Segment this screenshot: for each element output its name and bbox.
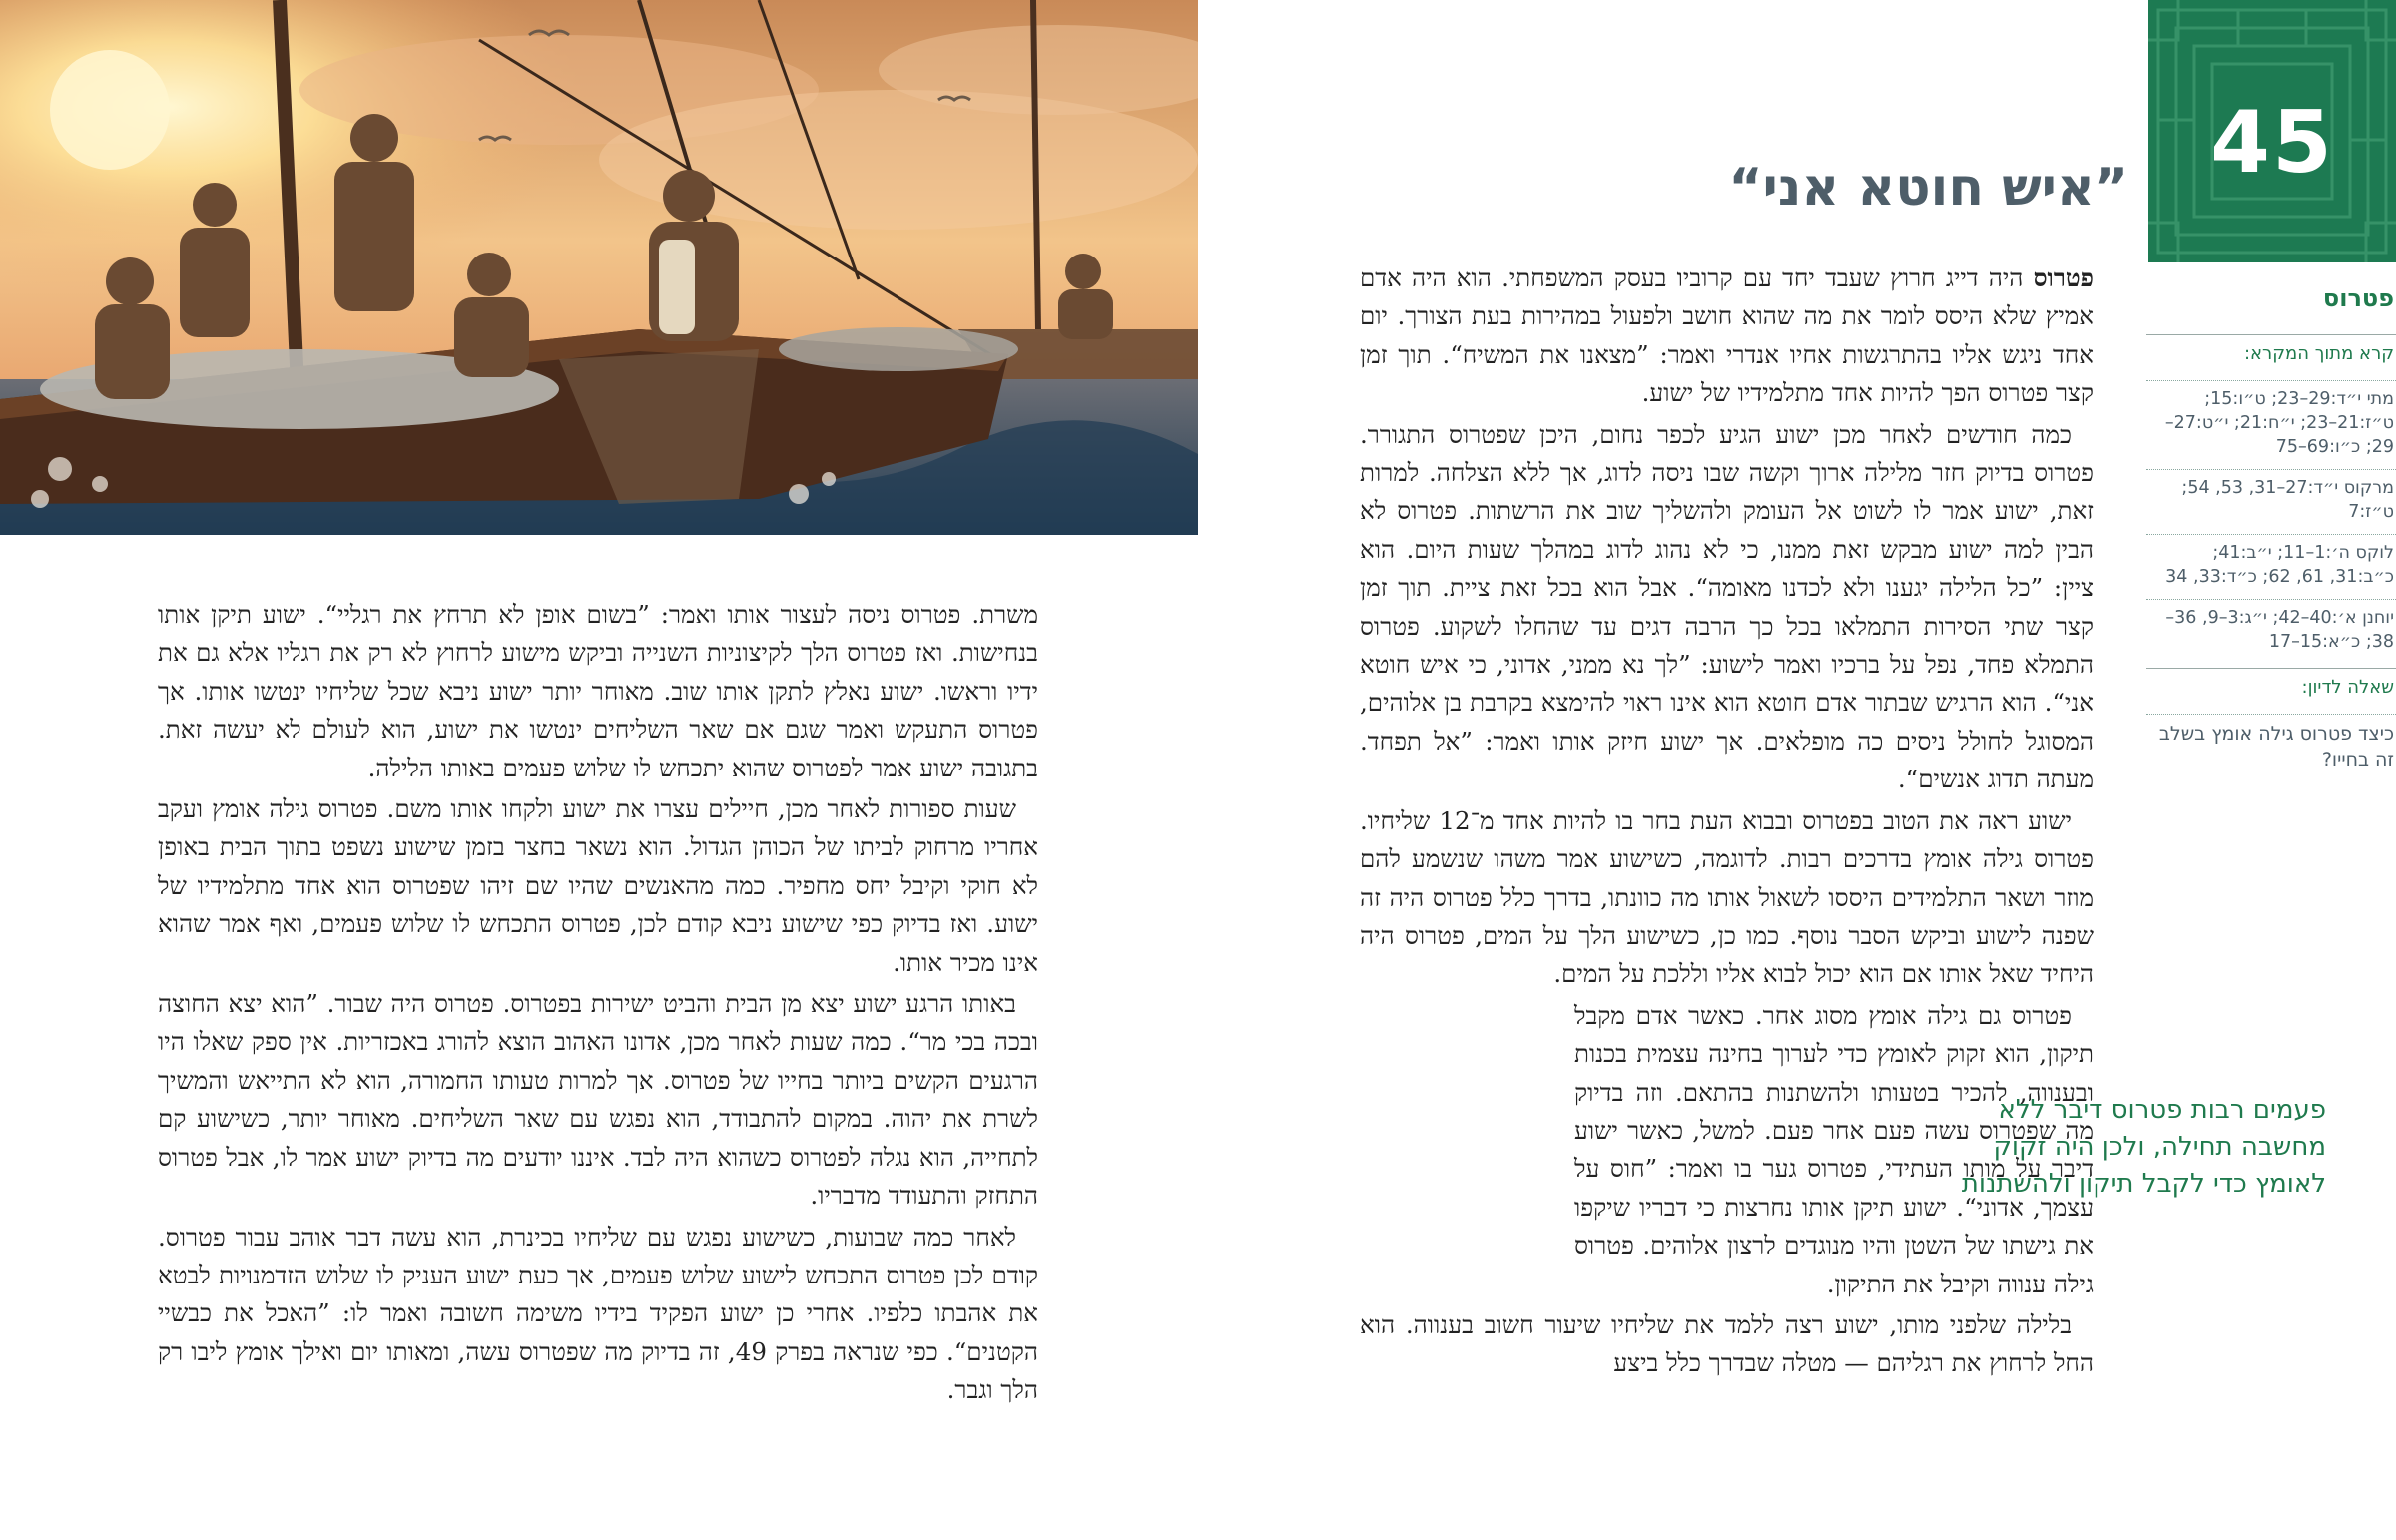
left-page-text <box>158 596 1038 1413</box>
discussion-question: כיצד פטרוס גילה אומץ בשלב זה בחייו? <box>2158 723 2394 770</box>
lead-word: פטרוס <box>2033 263 2094 292</box>
main-paragraph-4: פטרוס גם גילה אומץ מסוג אחר. כאשר אדם מקבל תיקון, הוא זקוק לאומץ כדי לערוך בחינה עצמית בכנות ובענווה, להכיר בטעותו ולהשתנות בהתאם. וזה בדיוק מה שפטרוס עשה פעם אחר פעם. למשל, כאשר ישוע דיבר על מותו העתידי, פטרוס גער בו ואמר: ”חוס על עצמך, אדוני“. ישוע תיקן אותו נחרצות כי דבריו שיקפו את גישתו של השטן והיו מנוגדים לרצון אלוהים. פטרוס גילה ענווה וקיבל את התיקון. <box>1574 1000 2094 1298</box>
read-from-bible-label: קרא מתוך המקרא: <box>2243 343 2394 364</box>
sidebar-divider <box>2146 668 2396 669</box>
sidebar-divider <box>2146 469 2396 470</box>
left-paragraph-3: באותו הרגע ישוע יצא מן הבית והביט ישירות בפטרוס. פטרוס היה שבור. ”הוא יצא החוצה ובכה בכי מר“. כמה שעות לאחר מכן, אדונו האהוב הוצא להורג באכזריות. אין ספק שאלו היו הרגעים הקשים ביותר בחייו של פטרוס. אך למרות טעותו החמורה, הוא לא התייאש והמשיך לשרת את יהוה. במקום להתבודד, הוא נפגש עם שאר השליחים. מאוחר יותר, כשישוע קם לתחייה, הוא נגלה לפטרוס כשהוא היה לבד. איננו יודעים מה בדיוק ישוע אמר לו, אבל פטרוס התחזק והתעודד מדבריו. <box>158 989 1038 1211</box>
pull-quote: פעמים רבות פטרוס דיבר ללא מחשבה תחילה, ולכן היה זקוק לאומץ כדי לקבל תיקון ולהשתנות <box>1961 1095 2326 1199</box>
sidebar-divider <box>2146 380 2396 381</box>
sidebar-divider <box>2146 534 2396 535</box>
main-paragraph-2: כמה חודשים לאחר מכן ישוע הגיע לכפר נחום, היכן שפטרוס התגורר. פטרוס בדיוק חזר מלילה ארוך וקשה שבו ניסה לדוג, אך ללא הצלחה. למרות זאת, ישוע אמר לו לשוט אל העומק ולהשליך שוב את הרשתות. פטרוס לא הבין למה ישוע מבקש זאת ממנו, כי לא נהוג לדוג במהלך שעות היום. הוא ציין: ”כל הלילה יגענו ולא לכדנו מאומה“. אבל הוא בכל זאת ציית. תוך זמן קצר שתי הסירות התמלאו בכל כך הרבה דגים עד שהחלו לשקוע. פטרוס התמלא פחד, נפל על ברכיו ואמר לישוע: ”לך נא ממני, אדוני, כי איש חוטא אני“. הוא הרגיש שבתור אדם חוטא הוא אינו ראוי להימצא בקרבת בן אלוהים, המסוגל לחולל ניסים כה מופלאים. אך ישוע חיזק אותו ואמר: ”אל תפחד. מעתה תדוג אנשים“. <box>1360 419 2094 794</box>
sidebar-divider <box>2146 714 2396 715</box>
main-paragraph-1 <box>1360 259 2094 413</box>
scripture-reference-luke[interactable]: לוקס ה׳:1–11; י״ב:41; כ״ב:31, 61, 62; כ״ד:33, 34 <box>2165 543 2394 587</box>
fishing-boat-illustration <box>0 0 1198 535</box>
scripture-reference-john[interactable]: יוחנן א׳:40–42; י״ג:3–9, 36–38; כ״א:15–17 <box>2165 608 2394 652</box>
scripture-reference-mark[interactable]: מרקוס י״ד:27–31, 53, 54; ט״ז:7 <box>2181 478 2394 522</box>
main-paragraph-5: בלילה שלפני מותו, ישוע רצה ללמד את שליחיו שיעור חשוב בענווה. הוא החל לרחוץ את רגליהם — מטלה שבדרך כלל ביצע <box>1360 1309 2094 1378</box>
left-paragraph-4: לאחר כמה שבועות, כשישוע נפגש עם שליחיו בכינרת, הוא עשה דבר אוהב עבור פטרוס. קודם לכן פטרוס התכחש לישוע שלוש פעמים, אך כעת ישוע העניק לו שלוש הזדמנויות לבטא את אהבתו כלפיו. אחרי כן ישוע הפקיד בידיו משימה חשובה ואמר לו: ”האכל את כבשיי הקטנים“. כפי שנראה בפרק 49, זה בדיוק מה שפטרוס עשה, ומאותו יום ואילך אומץ ליבו רק הלך וגבר. <box>158 1222 1038 1405</box>
discussion-question-label: שאלה לדיון: <box>2301 677 2394 698</box>
chapter-title: ”איש חוטא אני“ <box>1728 158 2128 218</box>
sidebar-divider <box>2146 599 2396 600</box>
left-paragraph-1: משרת. פטרוס ניסה לעצור אותו ואמר: ”בשום אופן לא תרחץ את רגליי“. ישוע תיקן אותו בנחישות. ואז פטרוס הלך לקיצוניות השנייה וביקש מישוע לרחוץ לא רק את רגליו אלא גם את ידיו וראשו. ישוע נאלץ לתקן אותו שוב. מאוחר יותר ישוע ניבא שכל שליחיו ינטשו אותו. אך פטרוס התעקש ואמר שגם אם שאר השליחים ינטשו את ישוע, הוא לעולם לא יעשה זאת. בתגובה ישוע אמר לפטרוס שהוא יתכחש לו שלוש פעמים באותו הלילה. <box>158 600 1038 782</box>
sidebar-divider <box>2146 334 2396 335</box>
main-paragraph-3: ישוע ראה את הטוב בפטרוס ובבוא העת בחר בו להיות אחד מ־12 שליחיו. פטרוס גילה אומץ בדרכים רבות. לדוגמה, כשישוע אמר משהו שנשמע להם מוזר ושאר התלמידים היססו לשאול אותו מה כוונתו, בדרך כלל פטרוס היה זה שפנה לישוע וביקש הסבר נוסף. כמו כן, כשישוע הלך על המים, פטרוס היה היחיד שאל אותו אם הוא יכול לבוא אליו וללכת על המים. <box>1360 805 2094 989</box>
main-article <box>1360 259 2094 1386</box>
sidebar-heading: פטרוס <box>2322 284 2394 312</box>
sidebar <box>2146 284 2396 772</box>
chapter-number: 45 <box>2210 92 2334 193</box>
scripture-reference-matthew[interactable]: מתי י״ד:29–23; ט״ו:15; ט״ז:21–23; י״ח:21; י״ט:27–29; כ״ו:69–75 <box>2164 389 2394 457</box>
left-paragraph-2: שעות ספורות לאחר מכן, חיילים עצרו את ישוע ולקחו אותו משם. פטרוס גילה אומץ ועקב אחריו מרחוק לביתו של הכוהן הגדול. הוא נשאר בחצר בזמן שישוע נשפט בתוך הבית באופן לא חוקי וקיבל יחס מחפיר. כמה מהאנשים שהיו שם זיהו שפטרוס הוא אחד מתלמידיו של ישוע. ואז בדיוק כפי שישוע ניבא קודם לכן, פטרוס התכחש לו שלוש פעמים, ואף אמר שהוא אינו מכיר אותו. <box>158 794 1038 977</box>
chapter-number-tab <box>2148 0 2396 262</box>
main-paragraph-1-text: היה דייג חרוץ שעבד יחד עם קרוביו בעסק המשפחתי. הוא היה אדם אמיץ שלא היסס לומר את מה שהוא חושב ולפעול במהירות בעת הצורך. יום אחד ניגש אליו בהתרגשות אחיו אנדרי ואמר: ”מצאנו את המשיח“. תוך זמן קצר פטרוס הפך להיות אחד מתלמידיו של ישוע. <box>1360 263 2094 408</box>
